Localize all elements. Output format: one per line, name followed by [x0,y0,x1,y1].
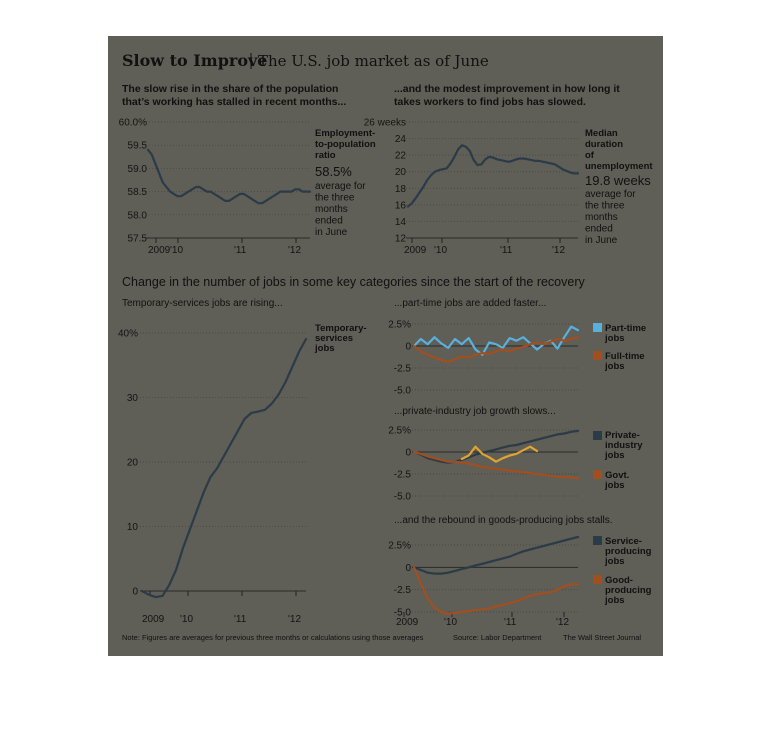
private-industry-chart [388,426,578,503]
y-tick-label: 0 [405,447,411,459]
legend-service-line: jobs [605,556,625,567]
legend-swatch-govt [593,470,602,479]
footer-note: Note: Figures are averages for previous three months or calculations using those averages [122,633,424,642]
temp-label-line: jobs [315,343,335,354]
x-tick-label: '10 [434,245,448,256]
x-tick-label: 2009 [396,617,419,628]
y-tick-label: -2.5 [393,469,411,481]
y-tick-label: 2.5% [388,319,411,331]
x-tick-label: '11 [234,614,247,625]
series-line-duration-0 [408,145,578,206]
y-tick-label: 60.0% [118,117,147,129]
legend-private-line: industry [605,440,643,451]
legend-service-line: producing [605,546,652,557]
duration-label-line: of [585,150,594,161]
y-tick-label: 16 [394,200,406,212]
legend-goods [604,575,654,606]
series-line-temp-0 [142,339,306,597]
legend-swatch-private [593,431,602,440]
epop-note [315,181,368,238]
y-tick-label: 59.5 [127,140,147,152]
y-tick-label: 30 [126,393,138,404]
temp-label-line: Temporary- [315,323,367,334]
right-caption [394,83,623,108]
temp-services-chart [118,329,306,626]
y-tick-label: -5.0 [393,607,411,619]
x-tick-label: 2009 [142,614,165,625]
duration-value: 19.8 weeks [585,173,651,188]
legend-parttime [604,323,649,344]
section-title: Change in the number of jobs in some key categories since the start of the recovery [122,275,585,289]
x-tick-label: '10 [444,617,458,628]
legend-swatch-fulltime [593,351,602,360]
y-tick-label: 0 [132,586,138,598]
duration-note-line: ended [585,223,613,235]
goods-producing-chart [388,537,578,628]
left-caption-line: The slow rise in the share of the population [122,83,339,95]
right-caption-line: takes workers to find jobs has slowed. [394,96,586,108]
duration-note [585,189,638,246]
y-tick-label: 2.5% [388,540,411,552]
x-tick-label: 2009 [148,245,171,256]
series-line-private-0 [414,431,578,463]
chart-panel [108,36,663,656]
y-tick-label: 26 weeks [363,117,406,129]
duration-note-line: months [585,212,618,223]
series-line-epop-0 [148,150,310,203]
legend-swatch-goods [593,575,602,584]
x-tick-label: '12 [288,614,302,625]
duration-note-line: the three [585,200,625,212]
y-tick-label: 57.5 [127,233,147,245]
legend-swatch-service [593,536,602,545]
x-tick-label: '12 [288,245,302,256]
y-tick-label: -2.5 [393,363,411,375]
legend-private-line: jobs [605,450,625,461]
legend-service-line: Service- [605,536,642,547]
main-title: Slow to Improve [122,51,268,70]
epop-note-line: average for [315,181,366,192]
y-tick-label: 22 [394,150,406,162]
x-tick-label: '11 [234,245,247,256]
y-tick-label: -5.0 [393,385,411,397]
duration-note-line: average for [585,189,636,200]
legend-goods-line: Good- [605,575,633,586]
goods-caption: ...and the rebound in goods-producing jobs stalls. [394,515,613,526]
epop-note-line: ended [315,215,343,227]
y-tick-label: 40% [117,328,138,340]
x-tick-label: '10 [170,245,184,256]
epop-label-line: to-population [315,139,376,150]
duration-label-line: Median [585,128,618,139]
x-tick-label: 2009 [404,245,427,256]
y-tick-label: 12 [394,233,406,245]
legend-fulltime-line: Full-time [605,351,645,362]
footer-source: Source: Labor Department [453,633,542,642]
y-tick-label: 0 [405,562,411,574]
legend-parttime-line: jobs [605,333,625,344]
y-tick-label: 18 [394,183,406,195]
left-caption-line: that’s working has stalled in recent months... [122,96,347,108]
legend-govt-line: jobs [605,480,625,491]
epop-chart [119,118,310,257]
y-tick-label: 2.5% [388,425,411,437]
x-tick-label: '12 [556,617,570,628]
footer-credit: The Wall Street Journal [563,633,642,642]
y-tick-label: -2.5 [393,585,411,597]
duration-chart [364,118,578,257]
x-tick-label: '11 [500,245,513,256]
y-tick-label: 20 [394,167,406,179]
parttime-chart [388,320,578,397]
right-caption-line: ...and the modest improvement in how long it [394,83,620,95]
y-tick-label: 24 [394,134,406,146]
private-caption: ...private-industry job growth slows... [394,406,556,417]
left-caption [122,83,346,108]
duration-label [585,128,653,172]
charts-canvas [108,36,663,656]
legend-govt [604,470,632,491]
legend-fulltime-line: jobs [605,361,625,372]
x-tick-label: '10 [180,614,194,625]
y-tick-label: 58.0 [127,210,147,222]
epop-note-line: months [315,204,348,215]
y-tick-label: 59.0 [127,163,147,175]
legend-fulltime [604,351,647,372]
x-tick-label: '11 [504,617,517,628]
epop-label-line: Employment- [315,128,376,139]
y-tick-label: 20 [126,457,138,469]
epop-note-line: the three [315,192,355,204]
epop-label [315,128,378,161]
y-tick-label: 58.5 [127,187,147,199]
y-tick-label: -5.0 [393,491,411,503]
epop-note-line: in June [315,227,348,238]
legend-govt-line: Govt. [605,470,630,481]
epop-value: 58.5% [315,164,352,179]
legend-goods-line: jobs [605,595,625,606]
x-tick-label: '12 [552,245,566,256]
epop-label-line: ratio [315,150,336,161]
duration-note-line: in June [585,235,618,246]
legend-parttime-line: Part-time [605,323,647,334]
temp-label [314,323,369,354]
y-tick-label: 0 [405,341,411,353]
main-subtitle: The U.S. job market as of June [258,52,489,70]
y-tick-label: 14 [394,216,406,228]
temp-caption: Temporary-services jobs are rising... [122,298,283,309]
legend-swatch-parttime [593,323,602,332]
y-tick-label: 10 [126,522,138,533]
series-line-goods-0 [414,537,578,574]
duration-label-line: unemployment [585,161,653,172]
parttime-caption: ...part-time jobs are added faster... [394,298,547,309]
legend-private-line: Private- [605,430,640,441]
legend-service [604,536,654,567]
temp-label-line: services [315,333,354,344]
duration-label-line: duration [585,139,623,150]
legend-goods-line: producing [605,585,652,596]
legend-private [604,430,645,461]
